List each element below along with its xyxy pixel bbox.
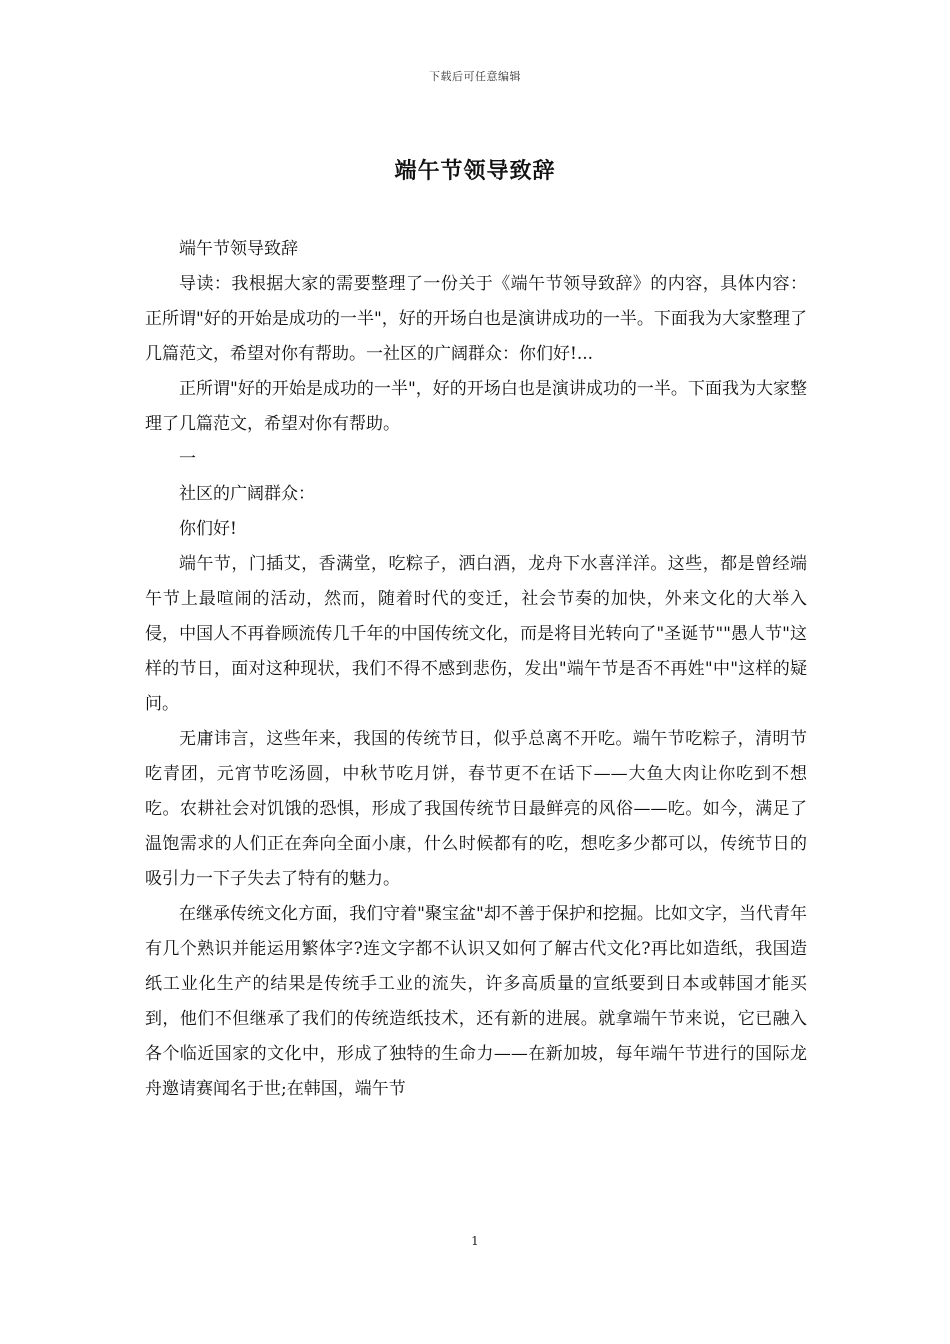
body-paragraph: 一 — [179, 449, 196, 469]
body-paragraph: 社区的广阔群众： — [179, 484, 315, 504]
body-paragraph: 导读：我根据大家的需要整理了一份关于《端午节领导致辞》的内容，具体内容：正所谓"好的开始是成功的一半"，好的开场白也是演讲成功的一半。下面我为大家整理了几篇范文，希望对你有帮助。一社区的广阔群众：你们好!... — [145, 274, 807, 364]
body-paragraph: 端午节领导致辞 — [179, 239, 298, 259]
body-paragraph: 在继承传统文化方面，我们守着"聚宝盆"却不善于保护和挖掘。比如文字，当代青年有几个熟识并能运用繁体字?连文字都不认识又如何了解古代文化?再比如造纸，我国造纸工业化生产的结果是传统手工业的流失，许多高质量的宣纸要到日本或韩国才能买到，他们不但继承了我们的传统造纸技术，还有新的进展。就拿端午节来说，它已融入各个临近国家的文化中，形成了独特的生命力——在新加坡，每年端午节进行的国际龙舟邀请赛闻名于世;在韩国，端午节 — [145, 904, 807, 1099]
document-title: 端午节领导致辞 — [394, 158, 556, 184]
body-paragraph: 你们好! — [179, 519, 237, 539]
page-number: 1 — [471, 1234, 479, 1248]
document-body — [145, 232, 807, 1107]
body-paragraph: 端午节，门插艾，香满堂，吃粽子，洒白酒，龙舟下水喜洋洋。这些，都是曾经端午节上最喧闹的活动，然而，随着时代的变迁，社会节奏的加快，外来文化的大举入侵，中国人不再眷顾流传几千年的中国传统文化，而是将目光转向了"圣诞节""愚人节"这样的节日，面对这种现状，我们不得不感到悲伤，发出"端午节是否不再姓"中"这样的疑问。 — [145, 554, 807, 714]
body-paragraph: 无庸讳言，这些年来，我国的传统节日，似乎总离不开吃。端午节吃粽子，清明节吃青团，元宵节吃汤圆，中秋节吃月饼，春节更不在话下——大鱼大肉让你吃到不想吃。农耕社会对饥饿的恐惧，形成了我国传统节日最鲜亮的风俗——吃。如今，满足了温饱需求的人们正在奔向全面小康，什么时候都有的吃，想吃多少都可以，传统节日的吸引力一下子失去了特有的魅力。 — [145, 729, 807, 889]
header-note: 下载后可任意编辑 — [429, 70, 521, 83]
body-paragraph: 正所谓"好的开始是成功的一半"，好的开场白也是演讲成功的一半。下面我为大家整理了几篇范文，希望对你有帮助。 — [145, 379, 807, 434]
